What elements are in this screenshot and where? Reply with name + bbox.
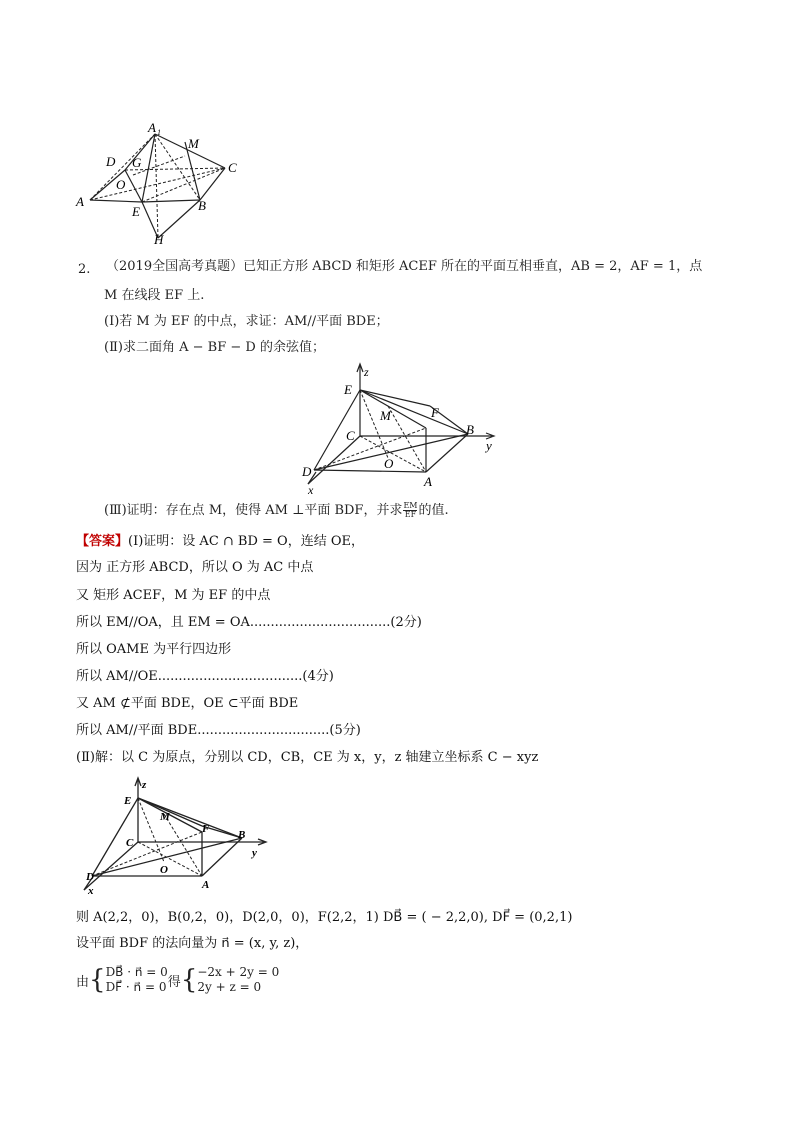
- fig2-label-M: M: [380, 408, 391, 423]
- problem-source: （2019全国高考真题）: [106, 259, 244, 274]
- system-1-eq-a: DB⃗ · n⃗ = 0: [105, 965, 168, 979]
- fig1-label-E: E: [132, 204, 140, 219]
- fig2-label-A: A: [424, 474, 432, 489]
- fig1-label-C: C: [228, 160, 237, 175]
- fig3-label-F: F: [202, 823, 210, 835]
- system-1-eq-b: DF⃗ · n⃗ = 0: [105, 980, 167, 994]
- fig2-label-x: x: [308, 483, 314, 496]
- problem-line-1: [106, 259, 702, 275]
- answer-line-5: 所以 OAME 为平行四边形: [76, 642, 232, 657]
- fig1-label-D: D: [106, 154, 116, 169]
- answer-tag: 【答案】: [76, 534, 129, 549]
- fig3-label-A: A: [202, 879, 210, 891]
- fig2-label-z: z: [364, 365, 369, 379]
- answer-line-8: 所以 AM//平面 BDE................................(5分): [76, 723, 361, 738]
- equation-system: [76, 962, 279, 998]
- fig3-label-E: E: [124, 795, 132, 807]
- answer-line-6: 所以 AM//OE...................................(4分): [76, 669, 334, 684]
- answer-text-1: (Ⅰ)证明：设 AC ∩ BD = O，连结 OE，: [128, 534, 364, 549]
- part3-fraction: [403, 502, 417, 519]
- system-2-eq-b: 2y + z = 0: [197, 980, 262, 994]
- answer-line-4: 所以 EM//OA，且 EM = OA..................................(2分): [76, 615, 422, 630]
- figure-coordinate-1: [296, 362, 506, 496]
- figure-coordinate-2: [78, 776, 272, 896]
- fig2-label-B: B: [466, 422, 474, 437]
- fig3-label-M: M: [160, 811, 170, 823]
- fig3-label-x: x: [88, 885, 94, 896]
- problem-statement-1: 已知正方形 ABCD 和矩形 ACEF 所在的平面互相垂直，AB = 2，AF = 1，点: [243, 259, 703, 274]
- left-brace-2: {: [180, 965, 198, 995]
- fig1-label-A1-sub: 1: [157, 128, 161, 137]
- part3-frac-num: EM: [403, 501, 418, 510]
- fig2-label-D: D: [302, 464, 312, 479]
- coords-line-1: 则 A(2,2，0)，B(0,2，0)，D(2,0，0)，F(2,2，1) DB⃗ = ( − 2,2,0), DF⃗ = (0,2,1): [76, 910, 573, 925]
- fig1-label-H: H: [154, 232, 164, 247]
- fig3-label-y: y: [252, 847, 257, 859]
- problem-number: 2.: [78, 262, 91, 277]
- fig2-label-C: C: [346, 428, 355, 443]
- problem-part-3: [104, 502, 449, 519]
- answer-line-7: 又 AM ⊄平面 BDE，OE ⊂平面 BDE: [76, 696, 299, 711]
- fig2-label-y: y: [486, 438, 492, 453]
- problem-statement-2: M 在线段 EF 上.: [104, 288, 205, 303]
- left-brace-1: {: [89, 965, 106, 995]
- fig3-label-D: D: [86, 871, 94, 883]
- fig2-label-O: O: [384, 456, 394, 471]
- system-2-eq-a: −2x + 2y = 0: [197, 965, 280, 979]
- fig1-label-O: O: [116, 177, 126, 192]
- fig1-label-A: A: [76, 194, 84, 209]
- answer-line-9: (Ⅱ)解：以 C 为原点，分别以 CD，CB，CE 为 x，y，z 轴建立坐标系 C − xyz: [76, 750, 539, 765]
- system-2: [197, 965, 279, 995]
- answer-line-2: 因为 正方形 ABCD，所以 O 为 AC 中点: [76, 560, 314, 575]
- part3-text: (Ⅲ)证明：存在点 M，使得 AM ⊥平面 BDF，并求: [104, 503, 403, 518]
- part3-frac-den: EF: [404, 510, 417, 519]
- fig1-label-M: M: [188, 136, 199, 151]
- fig2-label-F: F: [431, 405, 439, 420]
- coords-line-2: 设平面 BDF 的法向量为 n⃗ = (x, y, z)，: [76, 936, 309, 951]
- coords-de: 得: [167, 974, 181, 990]
- fig2-label-E: E: [344, 382, 352, 397]
- fig1-label-B: B: [198, 198, 206, 213]
- answer-line-1: [76, 534, 364, 550]
- fig3-label-z: z: [142, 779, 147, 791]
- fig3-label-O: O: [160, 864, 168, 876]
- part3-text-end: 的值.: [418, 503, 449, 518]
- fig1-label-G: G: [132, 155, 142, 170]
- problem-part-2: (Ⅱ)求二面角 A − BF − D 的余弦值；: [104, 340, 325, 355]
- system-1: [106, 965, 168, 995]
- fig3-label-C: C: [126, 837, 134, 849]
- answer-line-3: 又 矩形 ACEF，M 为 EF 的中点: [76, 588, 271, 603]
- coords-you: 由: [76, 974, 90, 990]
- fig3-label-B: B: [238, 829, 246, 841]
- problem-part-1: (Ⅰ)若 M 为 EF 的中点，求证：AM//平面 BDE；: [104, 314, 389, 329]
- figure-prism: [70, 118, 250, 250]
- fig1-label-A1: A: [148, 120, 156, 135]
